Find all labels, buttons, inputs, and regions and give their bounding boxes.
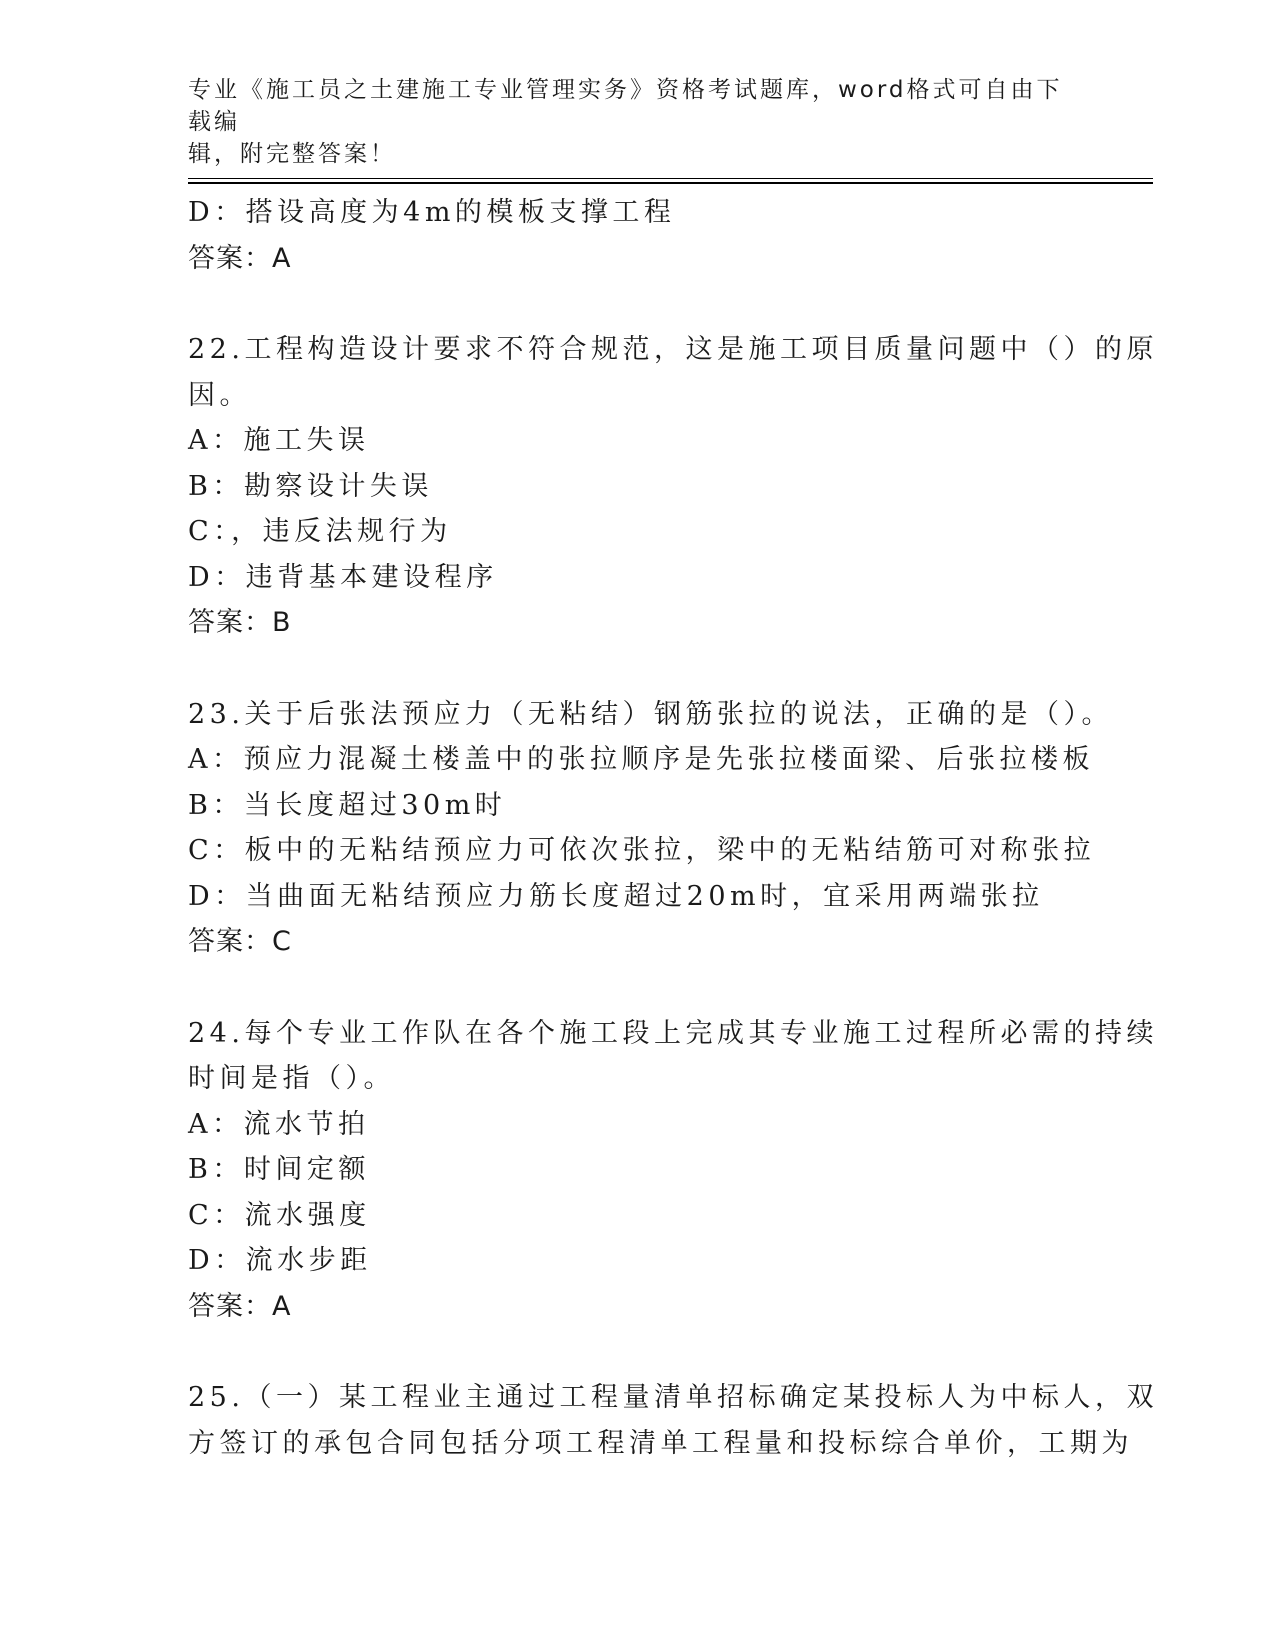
question-22 [188,327,1158,646]
option-d: D：搭设高度为4m的模板支撑工程 [188,197,676,228]
header-divider-thick [188,182,1153,184]
question-23 [188,692,1113,965]
answer-line: 答案：A [188,1290,292,1322]
spacer [188,1329,1088,1375]
header-line-1: 专业《施工员之土建施工专业管理实务》资格考试题库，word格式可自由下载编 [188,77,1063,135]
question-stem-line: 25.（一）某工程业主通过工程量清单招标确定某投标人为中标人，双 [188,1382,1158,1413]
option-d: D：当曲面无粘结预应力筋长度超过20m时，宜采用两端张拉 [188,880,1044,912]
option-c: C：流水强度 [188,1199,371,1231]
option-d: D：违背基本建设程序 [188,561,498,593]
question-stem-line: 23.关于后张法预应力（无粘结）钢筋张拉的说法，正确的是（）。 [188,698,1113,730]
question-25 [188,1375,1158,1466]
question-21-tail [188,190,1088,281]
question-stem-line: 24.每个专业工作队在各个施工段上完成其专业施工过程所必需的持续 [188,1017,1158,1049]
question-stem-line: 时间是指（）。 [188,1063,395,1094]
option-b: B：勘察设计失误 [188,470,433,502]
header-divider-thin [188,178,1153,179]
header-line-2: 辑，附完整答案！ [188,141,396,167]
option-a: A：预应力混凝土楼盖中的张拉顺序是先张拉楼面梁、后张拉楼板 [188,744,1094,775]
option-c: C：，违反法规行为 [188,516,452,547]
spacer [188,281,1088,327]
answer-line: 答案：C [188,926,292,957]
answer-line: 答案：A [188,242,292,274]
answer-line: 答案：B [188,607,292,638]
option-d: D：流水步距 [188,1245,372,1276]
question-stem-line: 方签订的承包合同包括分项工程清单工程量和投标综合单价，工期为 [188,1427,1133,1459]
question-list [188,190,1158,1466]
option-a: A：流水节拍 [188,1108,370,1140]
spacer [188,965,1088,1011]
spacer [188,646,1088,692]
question-24 [188,1011,1158,1330]
option-b: B：时间定额 [188,1154,370,1185]
document-header [188,74,1068,170]
option-b: B：当长度超过30m时 [188,789,507,821]
option-a: A：施工失误 [188,425,370,456]
question-stem-line: 因。 [188,379,251,411]
question-stem-line: 22.工程构造设计要求不符合规范，这是施工项目质量问题中（）的原 [188,334,1158,365]
option-c: C：板中的无粘结预应力可依次张拉，梁中的无粘结筋可对称张拉 [188,835,1096,866]
